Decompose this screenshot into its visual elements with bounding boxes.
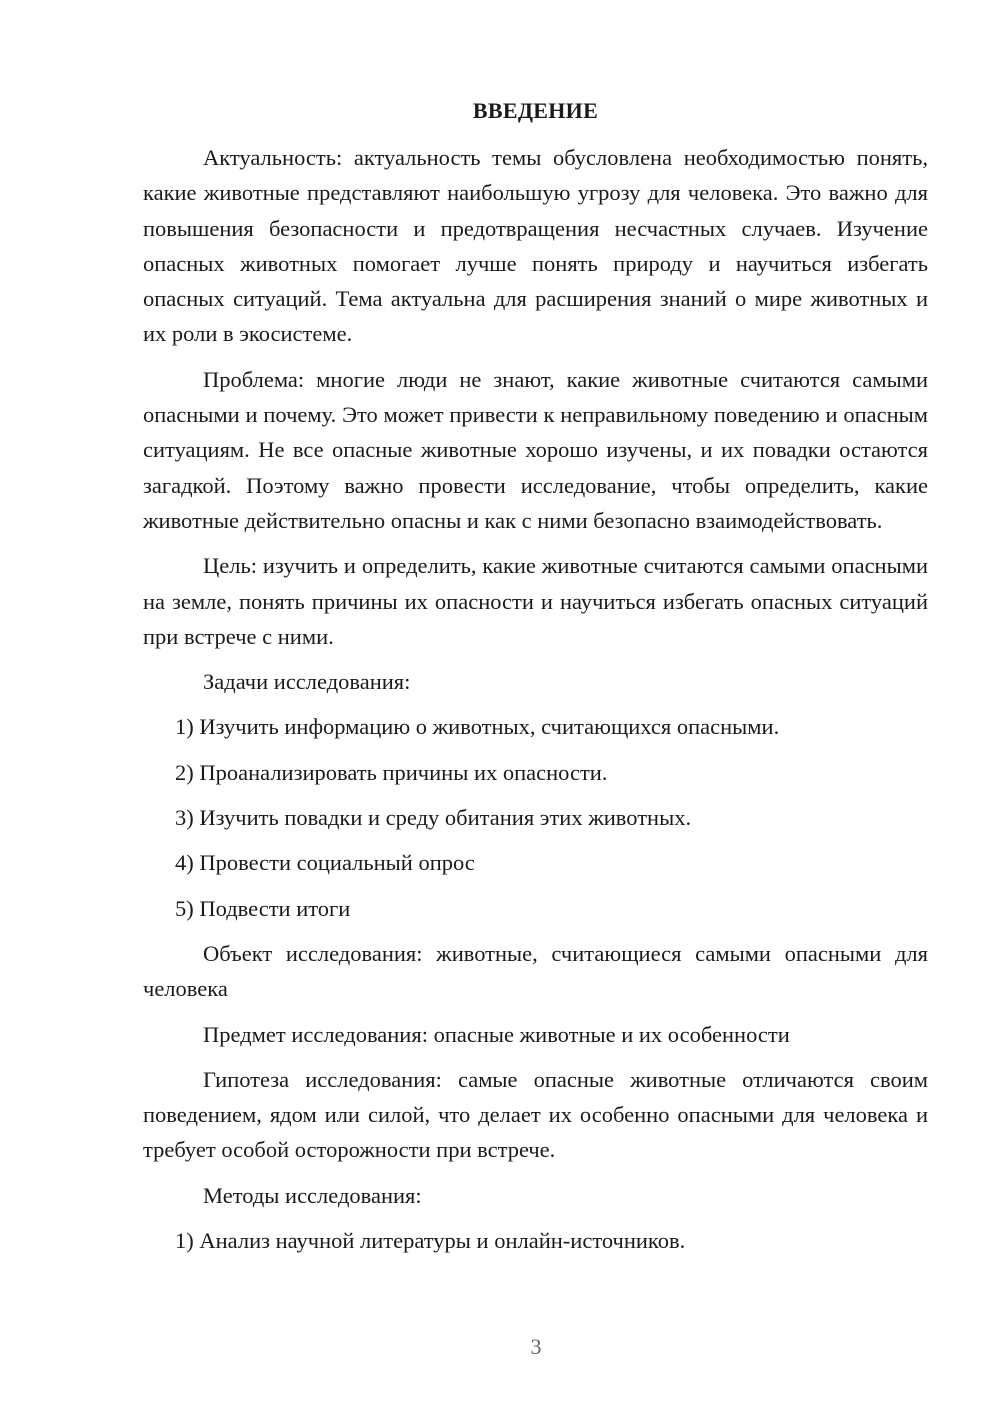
- document-body: [143, 140, 928, 1268]
- section-heading: ВВЕДЕНИЕ: [472, 98, 599, 123]
- method-item: 1) Анализ научной литературы и онлайн-источников.: [175, 1228, 686, 1254]
- page-number: 3: [530, 1334, 542, 1359]
- methods-title: Методы исследования:: [203, 1182, 422, 1208]
- task-item: 1) Изучить информацию о животных, считающихся опасными.: [175, 714, 780, 740]
- task-item: 4) Провести социальный опрос: [175, 850, 475, 876]
- task-item: 5) Подвести итоги: [175, 895, 351, 921]
- paragraph-hypothesis: Гипотеза исследования: самые опасные животные отличаются своим поведением, ядом или силой, что делает их особенно опасными для человека и требует особой осторожности при встрече.: [143, 1066, 928, 1163]
- paragraph-goal: Цель: изучить и определить, какие животные считаются самыми опасными на земле, понять причины их опасности и научиться избегать опасных ситуаций при встрече с ними.: [143, 553, 928, 649]
- tasks-title: Задачи исследования:: [203, 669, 411, 695]
- task-item: 2) Проанализировать причины их опасности.: [175, 759, 608, 785]
- task-item: 3) Изучить повадки и среду обитания этих животных.: [175, 805, 692, 831]
- paragraph-object: Объект исследования: животные, считающиеся самыми опасными для человека: [143, 940, 928, 1002]
- paragraph-problem: Проблема: многие люди не знают, какие животные считаются самыми опасными и почему. Это может привести к неправильному поведению и опасным ситуациям. Не все опасные животные хорошо изучены, и их повадки остаются загадкой. Поэтому важно провести исследование, чтобы определить, какие животные действительно опасны и как с ними безопасно взаимодействовать.: [143, 366, 928, 533]
- paragraph-relevance: Актуальность: актуальность темы обусловлена необходимостью понять, какие животные представляют наибольшую угрозу для человека. Это важно для повышения безопасности и предотвращения несчастных случаев. Изучение опасных животных помогает лучше понять природу и научиться избегать опасных ситуаций. Тема актуальна для расширения знаний о мире животных и их роли в экосистеме.: [143, 145, 928, 347]
- paragraph-subject: Предмет исследования: опасные животные и их особенности: [203, 1021, 790, 1047]
